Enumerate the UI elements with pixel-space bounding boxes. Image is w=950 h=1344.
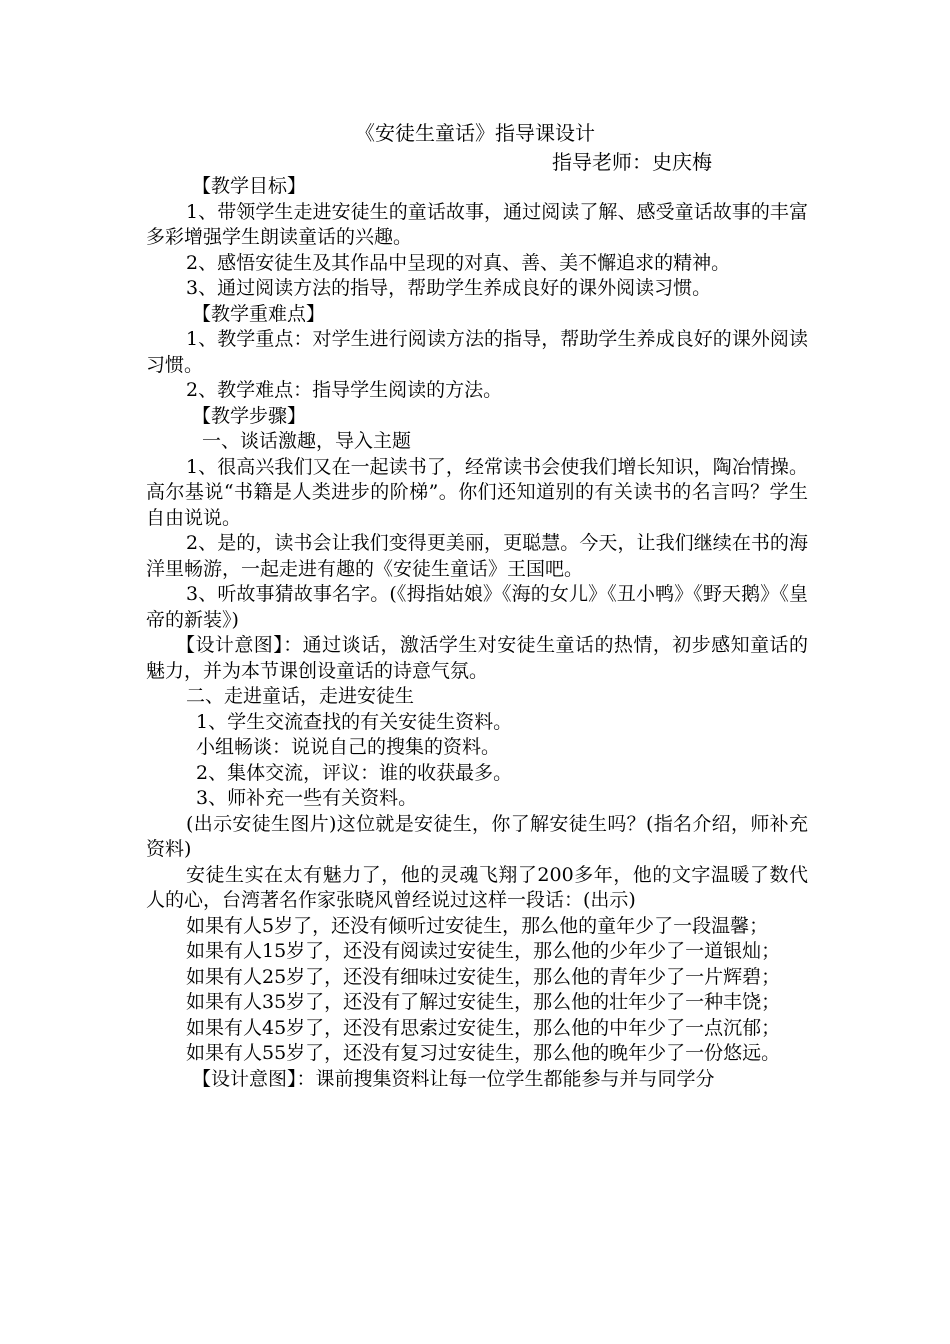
document-body [146,174,808,1092]
step-2-paragraph-1b: 小组畅谈：说说自己的搜集的资料。 [196,736,501,758]
section-heading-key-points: 【教学重难点】 [192,302,326,325]
step-2-paragraph-3: 3、师补充一些有关资料。 [196,787,418,809]
step-2-title: 二、走进童话，走进安徒生 [186,685,415,707]
quote-line-3: 如果有人25岁了，还没有细味过安徒生，那么他的青年少了一片辉碧； [186,965,781,988]
author-line: 指导老师：史庆梅 [552,150,712,174]
step-1-paragraph-2: 2、是的，读书会让我们变得更美丽，更聪慧。今天，让我们继续在书的海洋里畅游，一起走进有趣的《安徒生童话》王国吧。 [146,532,808,580]
goal-paragraph-3: 3、通过阅读方法的指导，帮助学生养成良好的课外阅读习惯。 [186,277,712,299]
goal-paragraph-2: 2、感悟安徒生及其作品中呈现的对真、善、美不懈追求的精神。 [186,251,731,274]
step-2-paragraph-4: (出示安徒生图片)这位就是安徒生，你了解安徒生吗？(指名介绍，师补充资料) [146,812,808,860]
step-1-title: 一、谈话激趣，导入主题 [202,430,412,452]
section-heading-goals: 【教学目标】 [192,175,307,197]
step-2-paragraph-5: 安徒生实在太有魅力了，他的灵魂飞翔了200多年，他的文字温暖了数代人的心，台湾著名作家张晓风曾经说过这样一段话：(出示) [146,863,808,911]
document-title: 《安徒生童话》指导课设计 [355,121,595,145]
goal-paragraph-1: 1、带领学生走进安徒生的童话故事，通过阅读了解、感受童话故事的丰富多彩增强学生朗读童话的兴趣。 [146,200,808,248]
quote-line-4: 如果有人35岁了，还没有了解过安徒生，那么他的壮年少了一种丰饶； [186,991,781,1013]
design-intent-1: 【设计意图】：通过谈话，激活学生对安徒生童话的热情，初步感知童话的魅力，并为本节课创设童话的诗意气氛。 [146,634,808,682]
key-point-paragraph-2: 2、教学难点：指导学生阅读的方法。 [186,379,503,401]
quote-line-1: 如果有人5岁了，还没有倾听过安徒生，那么他的童年少了一段温馨； [186,914,769,937]
key-point-paragraph-1: 1、教学重点：对学生进行阅读方法的指导，帮助学生养成良好的课外阅读习惯。 [146,328,808,376]
quote-line-2: 如果有人15岁了，还没有阅读过安徒生，那么他的少年少了一道银灿； [186,940,781,962]
step-1-paragraph-3: 3、听故事猜故事名字。(《拇指姑娘》《海的女儿》《丑小鸭》《野天鹅》《皇帝的新装》) [146,583,808,631]
step-1-paragraph-1: 1、很高兴我们又在一起读书了，经常读书会使我们增长知识，陶冶情操。高尔基说“书籍是人类进步的阶梯”。你们还知道别的有关读书的名言吗？学生自由说说。 [146,455,808,529]
step-2-paragraph-1: 1、学生交流查找的有关安徒生资料。 [196,710,513,733]
design-intent-2: 【设计意图】：课前搜集资料让每一位学生都能参与并与同学分 [192,1067,715,1090]
section-heading-steps: 【教学步骤】 [192,404,307,427]
quote-line-5: 如果有人45岁了，还没有思索过安徒生，那么他的中年少了一点沉郁； [186,1016,781,1039]
step-2-paragraph-2: 2、集体交流，评议：谁的收获最多。 [196,761,513,784]
quote-line-6: 如果有人55岁了，还没有复习过安徒生，那么他的晚年少了一份悠远。 [186,1042,781,1064]
